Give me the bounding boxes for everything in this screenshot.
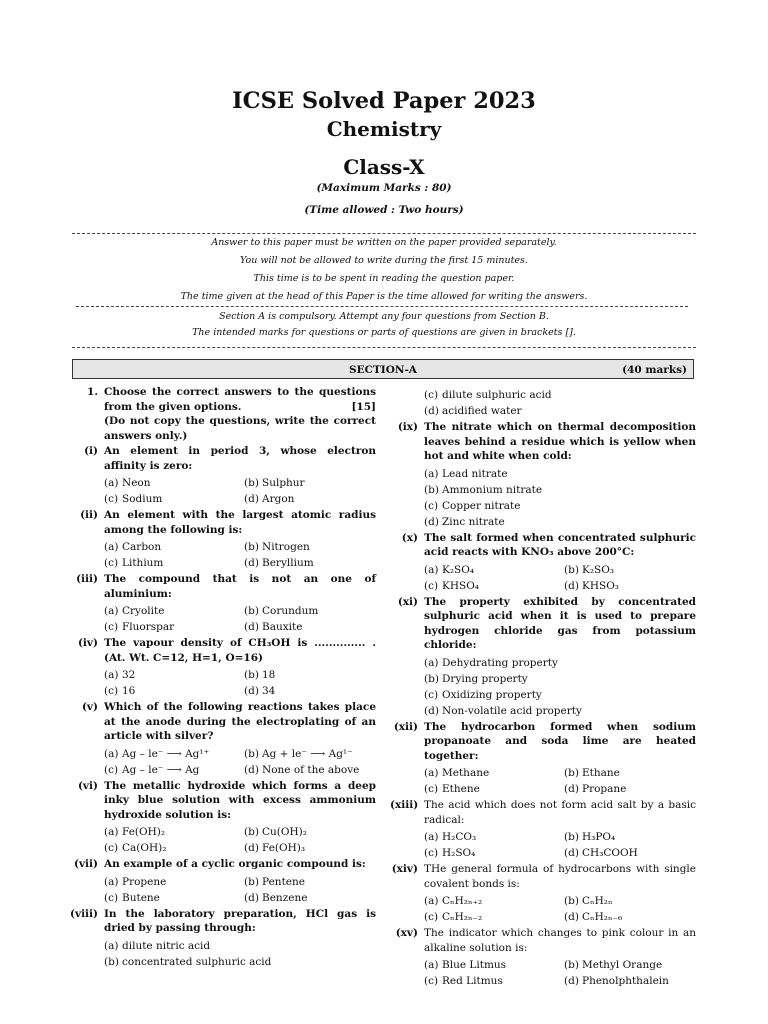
question-number: (xiv) [391,863,418,875]
option-text: 32 [122,669,136,681]
sub-question [70,636,376,699]
answer-option [424,845,556,861]
answer-option [564,957,696,973]
option-text: Cu(OH)₂ [262,826,307,838]
answer-option [424,403,696,419]
option-text: None of the above [262,763,360,776]
question-number: (ix) [397,421,418,433]
option-text: Methane [442,767,490,779]
answer-option [104,954,376,970]
sub-question [390,595,696,719]
instruction-line: The intended marks for questions or parts of questions are given in brackets []. [192,327,576,338]
option-letter: (d) [244,685,259,697]
answer-option [244,840,376,856]
option-text: Oxidizing property [442,688,542,701]
answer-option [424,829,556,845]
answer-option [564,562,696,578]
option-text: Butene [122,891,160,904]
question-number: (v) [81,701,98,713]
answer-option [424,466,696,482]
option-text: dilute sulphuric acid [442,389,552,401]
option-letter: (d) [244,621,259,633]
option-letter: (b) [244,605,259,617]
option-text: Non-volatile acid property [442,704,582,717]
left-column [70,385,376,971]
option-letter: (d) [424,405,439,417]
options-list [424,466,696,530]
answer-option [104,840,236,856]
option-letter: (a) [104,477,119,489]
option-letter: (c) [424,389,439,401]
section-marks: (40 marks) [622,364,687,376]
option-letter: (c) [424,688,439,701]
question-text: Which of the following reactions takes place at the anode during the electroplating of an article with silver? [104,701,376,742]
option-text: CₙH₂ₙ₊₂ [442,895,483,907]
options-list [424,562,696,594]
option-text: Sodium [122,493,163,505]
question-number: (x) [401,531,418,544]
answer-option [104,938,376,954]
answer-option [244,683,376,699]
option-text: Ammonium nitrate [442,483,543,496]
option-letter: (a) [104,939,119,952]
option-letter: (c) [424,975,439,987]
options-list [424,893,696,925]
option-text: Benzene [262,891,308,904]
option-text: CH₃COOH [582,847,638,859]
option-text: Ethane [582,767,620,779]
option-text: concentrated sulphuric acid [122,955,272,968]
question-number: (xiii) [390,799,419,811]
option-text: KHSO₄ [442,579,480,592]
question-text: The salt formed when concentrated sulphuric acid reacts with KNO₃ above 200°C: [424,531,696,558]
option-text: Pentene [262,875,305,888]
option-text: CₙH₂ₙ₋₆ [582,911,623,923]
option-text: Bauxite [262,621,303,633]
option-text: Drying property [442,672,528,685]
question-number: (ii) [80,509,98,521]
option-letter: (b) [564,959,579,971]
class-title: Class-X [343,155,425,179]
option-text: H₂CO₃ [442,831,477,843]
option-text: Copper nitrate [442,499,521,512]
instruction-line: You will not be allowed to write during the first 15 minutes. [240,255,528,266]
options-list [104,475,376,507]
answer-option [244,491,376,507]
option-letter: (a) [424,831,439,843]
answer-option [564,845,696,861]
answer-option [104,475,236,491]
option-letter: (c) [424,911,439,923]
question-number: 1. [87,386,98,398]
option-text: Corundum [262,605,319,617]
option-letter: (c) [104,891,119,904]
option-text: Red Litmus [442,975,503,987]
option-text: Fluorspar [122,621,175,633]
option-letter: (c) [104,842,119,854]
option-letter: (d) [564,847,579,859]
option-letter: (d) [564,579,579,592]
option-text: Beryllium [262,557,314,569]
answer-option [424,973,556,989]
option-letter: (c) [104,621,119,633]
option-text: Methyl Orange [582,959,663,971]
option-letter: (a) [104,875,119,888]
instruction-line: Section A is compulsory. Attempt any four questions from Section B. [219,311,549,322]
question-text: The metallic hydroxide which forms a deep inky blue solution with excess ammonium hydroxide solution is: [104,779,376,821]
option-letter: (d) [564,783,579,795]
options-list [104,938,376,970]
answer-option [424,671,696,687]
option-text: Phenolphthalein [582,975,669,987]
instruction-line: Answer to this paper must be written on the paper provided separately. [211,237,557,248]
option-text: Propene [122,875,167,888]
option-text: Nitrogen [262,541,310,553]
question-number: (xi) [397,595,418,608]
option-text: Ca(OH)₂ [122,842,167,854]
question-note: (Do not copy the questions, write the correct answers only.) [104,415,376,442]
answer-option [424,498,696,514]
sub-question [390,926,696,989]
option-text: 18 [262,669,276,681]
question-text: An element in period 3, whose electron affinity is zero: [104,445,376,472]
option-letter: (d) [244,891,259,904]
option-letter: (c) [104,763,119,776]
option-letter: (c) [104,557,119,569]
answer-option [104,824,236,840]
question-text: The vapour density of CH₃OH is .............. . (At. Wt. C=12, H=1, O=16) [104,637,376,664]
option-letter: (c) [424,579,439,592]
sub-question [70,508,376,571]
sub-question [390,420,696,530]
answer-option [244,475,376,491]
answer-option [424,655,696,671]
option-letter: (d) [244,842,259,854]
answer-option [244,874,376,890]
question-marks: [15] [351,400,376,413]
options-list [104,539,376,571]
option-text: 16 [122,685,136,697]
option-text: Sulphur [262,477,305,489]
right-column [390,385,696,990]
question-text: The hydrocarbon formed when sodium propanoate and soda lime are heated together: [424,720,696,762]
answer-option [104,890,236,906]
answer-option [244,667,376,683]
question-text: The acid which does not form acid salt by a basic radical: [424,799,696,826]
option-text: Fe(OH)₂ [122,826,166,838]
sub-question-continued [390,387,696,419]
option-letter: (a) [104,826,119,838]
option-letter: (d) [244,493,259,505]
option-letter: (b) [564,563,579,576]
question-text: The nitrate which on thermal decomposition leaves behind a residue which is yellow when hot and white when cold: [424,421,696,462]
answer-option [244,539,376,555]
option-text: Zinc nitrate [442,515,505,528]
option-text: CₙH₂ₙ₋₂ [442,911,483,923]
answer-option [424,387,696,403]
question-number: (xii) [393,720,418,733]
question-text: The compound that is not an one of aluminium: [104,573,376,600]
option-text: 34 [262,685,276,697]
option-letter: (d) [244,763,259,776]
sub-question [70,907,376,970]
instruction-line: The time given at the head of this Paper is the time allowed for writing the answers. [180,291,588,302]
option-text: Ag + le⁻ ⟶ Ag¹⁻ [262,747,353,760]
option-text: Ag – le⁻ ⟶ Ag¹⁺ [122,747,210,760]
sub-question [390,531,696,594]
option-letter: (b) [244,875,259,888]
answer-option [104,539,236,555]
option-text: Neon [122,477,151,489]
answer-option [104,762,236,778]
sub-question [70,572,376,635]
divider [76,306,688,307]
answer-option [564,973,696,989]
sub-question [70,779,376,857]
question-number: (viii) [70,907,99,920]
question-text: The indicator which changes to pink colour in an alkaline solution is: [424,927,696,954]
answer-option [244,824,376,840]
answer-option [424,514,696,530]
sub-question [70,700,376,778]
answer-option [564,829,696,845]
option-text: Fe(OH)₃ [262,842,306,854]
option-text: KHSO₃ [582,579,620,592]
option-letter: (a) [424,767,439,779]
paper-title: ICSE Solved Paper 2023 [232,88,536,114]
answer-option [244,762,376,778]
option-letter: (d) [244,557,259,569]
option-text: Propane [582,783,627,795]
option-text: Carbon [122,541,162,553]
time-allowed: (Time allowed : Two hours) [304,204,464,216]
options-list [424,957,696,989]
answer-option [564,765,696,781]
answer-option [244,619,376,635]
max-marks: (Maximum Marks : 80) [316,182,452,194]
answer-option [424,578,556,594]
options-list [104,667,376,699]
instruction-line: This time is to be spent in reading the question paper. [253,273,515,284]
question-text: An example of a cyclic organic compound is: [104,858,366,870]
question-text: THe general formula of hydrocarbons with single covalent bonds is: [424,863,696,890]
option-letter: (a) [424,959,439,971]
answer-option [104,619,236,635]
option-text: dilute nitric acid [122,939,211,952]
option-letter: (b) [564,831,579,843]
answer-option [424,765,556,781]
question-number: (xv) [395,927,418,939]
options-list [424,655,696,719]
answer-option [424,562,556,578]
option-text: Ethene [442,783,480,795]
option-letter: (a) [104,669,119,681]
answer-option [104,746,236,762]
option-text: Dehydrating property [442,656,558,669]
option-text: Cryolite [122,605,165,617]
option-letter: (a) [424,563,439,576]
section-name: SECTION-A [349,364,417,376]
option-letter: (a) [424,656,439,669]
answer-option [244,603,376,619]
option-text: Blue Litmus [442,959,507,971]
answer-option [244,746,376,762]
answer-option [244,890,376,906]
option-letter: (c) [424,499,439,512]
option-letter: (b) [424,483,439,496]
answer-option [104,603,236,619]
option-letter: (c) [424,783,439,795]
option-text: acidified water [442,405,522,417]
answer-option [104,667,236,683]
options-list [424,387,696,419]
question-text: The property exhibited by concentrated sulphuric acid when it is used to prepare hydrogen chloride gas from potassium chloride: [424,595,696,651]
answer-option [564,781,696,797]
option-letter: (b) [564,895,579,907]
option-letter: (b) [244,477,259,489]
divider [72,347,696,348]
options-list [104,824,376,856]
answer-option [564,893,696,909]
option-text: Lead nitrate [442,467,508,480]
answer-option [244,555,376,571]
option-letter: (d) [564,911,579,923]
option-letter: (b) [104,955,119,968]
main-question [70,385,376,443]
answer-option [424,957,556,973]
sub-question [70,857,376,906]
answer-option [104,874,236,890]
option-text: Lithium [122,557,164,569]
subject-title: Chemistry [326,117,442,141]
answer-option [564,909,696,925]
options-list [424,829,696,861]
option-letter: (b) [244,541,259,553]
answer-option [424,781,556,797]
options-list [104,874,376,906]
sub-question [390,798,696,861]
option-letter: (b) [244,669,259,681]
option-letter: (a) [104,541,119,553]
question-number: (iii) [76,573,98,585]
option-text: Argon [262,493,295,505]
option-letter: (c) [104,685,119,697]
options-list [424,765,696,797]
option-letter: (b) [564,767,579,779]
option-letter: (d) [564,975,579,987]
option-letter: (a) [424,895,439,907]
answer-option [424,687,696,703]
option-letter: (a) [104,605,119,617]
option-letter: (a) [424,467,439,480]
answer-option [104,555,236,571]
question-text: Choose the correct answers to the questions from the given options. [104,386,376,413]
answer-option [564,578,696,594]
option-text: Ag – le⁻ ⟶ Ag [122,763,200,776]
option-letter: (b) [244,826,259,838]
answer-option [424,703,696,719]
answer-option [104,491,236,507]
answer-option [104,683,236,699]
options-list [104,746,376,778]
option-letter: (b) [424,672,439,685]
option-text: K₂SO₃ [582,563,615,576]
options-list [104,603,376,635]
option-text: H₃PO₄ [582,831,616,843]
question-number: (i) [84,445,98,457]
option-letter: (d) [424,515,439,528]
question-number: (iv) [77,637,98,649]
sub-question [70,444,376,507]
sub-question [390,720,696,798]
option-text: H₂SO₄ [442,847,476,859]
option-letter: (c) [424,847,439,859]
answer-option [424,893,556,909]
option-letter: (c) [104,493,119,505]
option-text: CₙH₂ₙ [582,895,613,907]
option-letter: (b) [244,747,259,760]
question-text: An element with the largest atomic radius among the following is: [104,509,376,536]
answer-option [424,482,696,498]
answer-option [424,909,556,925]
question-number: (vi) [77,779,98,792]
question-number: (vii) [73,858,98,870]
option-text: K₂SO₄ [442,563,475,576]
sub-question [390,862,696,925]
option-letter: (d) [424,704,439,717]
option-letter: (a) [104,747,119,760]
question-text: In the laboratory preparation, HCl gas is dried by passing through: [104,907,376,934]
divider [72,233,696,234]
section-header [72,359,694,379]
